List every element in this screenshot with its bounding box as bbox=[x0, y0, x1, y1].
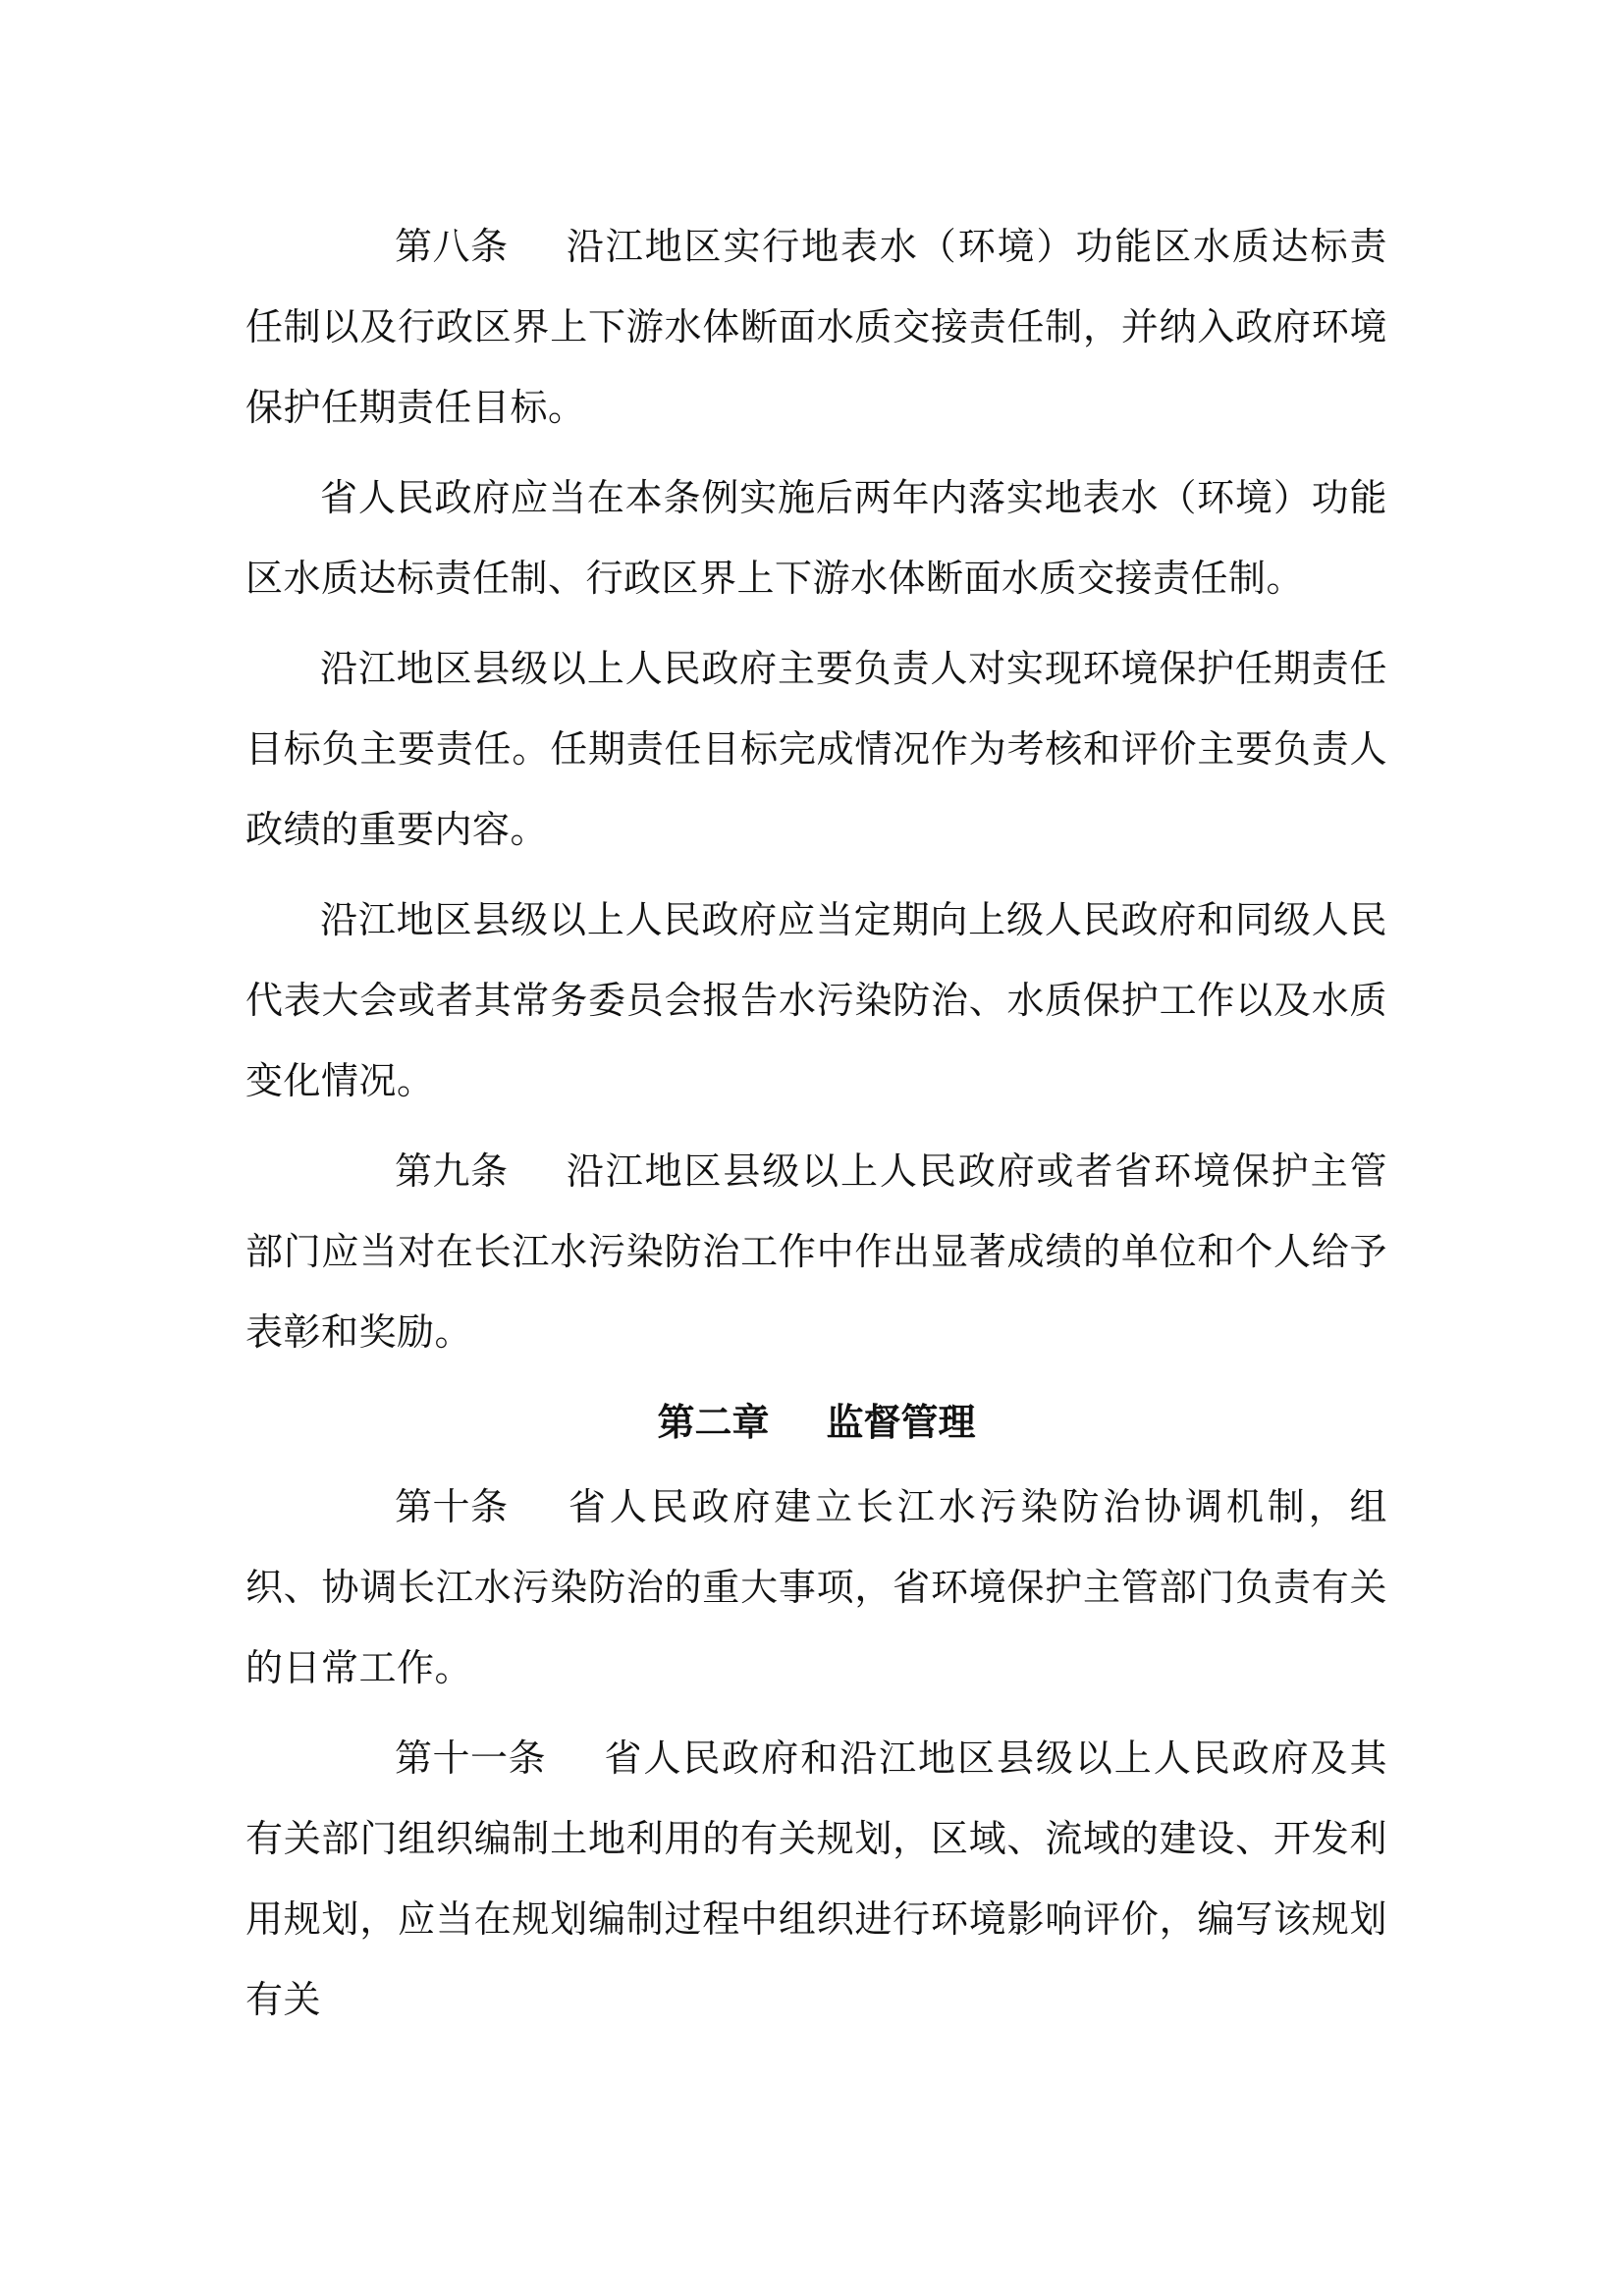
article-number: 第十一条 bbox=[395, 1736, 547, 1780]
article-10-paragraph bbox=[245, 1467, 1387, 1708]
paragraph-text: 沿江地区实行地表水（环境）功能区水质达标责任制以及行政区界上下游水体断面水质交接责任制，并纳入政府环境保护任期责任目标。 bbox=[245, 225, 1387, 429]
article-number: 第八条 bbox=[395, 225, 509, 268]
article-8-paragraph-1 bbox=[245, 206, 1387, 448]
paragraph-text: 沿江地区县级以上人民政府或者省环境保护主管部门应当对在长江水污染防治工作中作出显著成绩的单位和个人给予表彰和奖励。 bbox=[245, 1149, 1387, 1354]
article-11-paragraph bbox=[245, 1718, 1387, 2040]
chapter-heading bbox=[245, 1382, 1387, 1463]
document-body bbox=[245, 206, 1387, 2050]
paragraph-text: 沿江地区县级以上人民政府应当定期向上级人民政府和同级人民代表大会或者其常务委员会报告水污染防治、水质保护工作以及水质变化情况。 bbox=[245, 898, 1387, 1102]
article-number: 第九条 bbox=[395, 1149, 509, 1193]
article-9-paragraph bbox=[245, 1131, 1387, 1372]
article-8-paragraph-2 bbox=[245, 457, 1387, 618]
article-8-paragraph-4 bbox=[245, 880, 1387, 1121]
chapter-title: 监督管理 bbox=[826, 1401, 976, 1444]
chapter-number: 第二章 bbox=[657, 1401, 770, 1444]
article-8-paragraph-3 bbox=[245, 628, 1387, 870]
paragraph-text: 省人民政府和沿江地区县级以上人民政府及其有关部门组织编制土地利用的有关规划，区域、流域的建设、开发利用规划，应当在规划编制过程中组织进行环境影响评价，编写该规划有关 bbox=[245, 1736, 1387, 2021]
article-number: 第十条 bbox=[395, 1485, 509, 1528]
paragraph-text: 省人民政府建立长江水污染防治协调机制，组织、协调长江水污染防治的重大事项，省环境保护主管部门负责有关的日常工作。 bbox=[245, 1485, 1387, 1689]
paragraph-text: 省人民政府应当在本条例实施后两年内落实地表水（环境）功能区水质达标责任制、行政区界上下游水体断面水质交接责任制。 bbox=[245, 476, 1387, 600]
paragraph-text: 沿江地区县级以上人民政府主要负责人对实现环境保护任期责任目标负主要责任。任期责任目标完成情况作为考核和评价主要负责人政绩的重要内容。 bbox=[245, 647, 1387, 851]
